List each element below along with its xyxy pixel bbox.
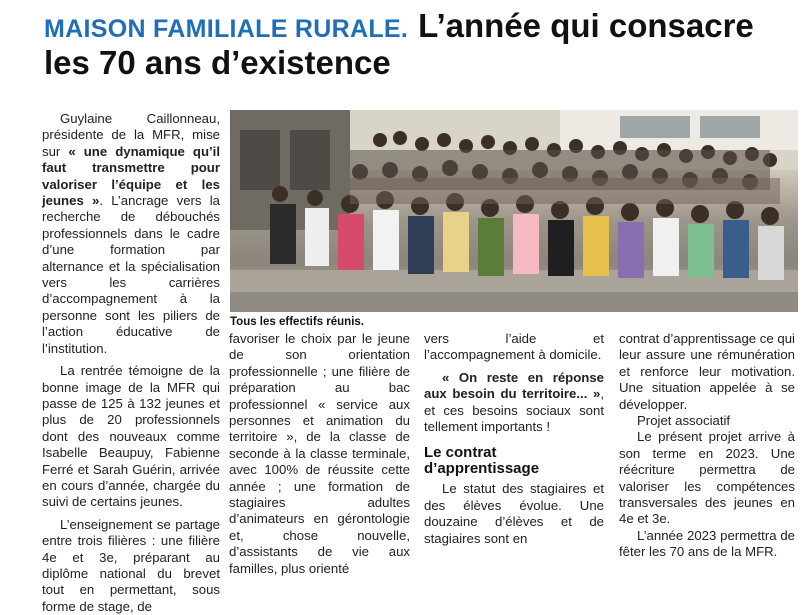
- paragraph: vers l’aide et l’accompagnement à domicile.: [424, 331, 604, 363]
- article-column-1: [42, 111, 220, 615]
- quote: « On reste en réponse aux besoin du territoire... »: [424, 369, 604, 402]
- group-photo: [230, 110, 798, 312]
- title-line-1: L’année qui consacre: [418, 7, 754, 44]
- article-column-4: [619, 331, 795, 561]
- photo-caption: Tous les effectifs réunis.: [230, 316, 364, 328]
- title-line-2: les 70 ans d’existence: [44, 44, 391, 81]
- paragraph: L’enseignement se partage entre trois filières : une filière 4e et 3e, préparant au diplôme national du brevet tout en permettant, sous forme de stage, de: [42, 516, 220, 614]
- kicker: MAISON FAMILIALE RURALE.: [44, 15, 409, 43]
- paragraph: contrat d’apprentissage ce qui leur assure une rémunération et renforce leur motivation. Une situation appelée à se développer.: [619, 331, 795, 412]
- paragraph: L’année 2023 permettra de fêter les 70 ans de la MFR.: [619, 527, 795, 560]
- paragraph: favoriser le choix par le jeune de son orientation professionnelle ; une filière de préparation au bac professionnel « service aux personnes et animation du territoire », de la classe de seconde à la classe terminale, avec 100% de réussite cette année ; une formation de stagiaires adultes d’animateurs en gérontologie et, chose nouvelle, d’assistants de vie aux familles, plus orienté: [229, 331, 410, 576]
- paragraph-heading: Projet associatif: [637, 413, 731, 429]
- paragraph: Le statut des stagiaires et des élèves évolue. Une douzaine d’élèves et de stagiaires sont en: [424, 481, 604, 546]
- quote: « une dynamique qu’il faut transmettre pour valoriser l’équipe et les jeunes »: [42, 143, 220, 209]
- paragraph: Le présent projet arrive à son terme en 2023. Une réécriture permettra de valoriser les compétences transversales des jeunes en 4e et 3e.: [619, 429, 795, 527]
- group-photo-illustration: [230, 110, 798, 312]
- paragraph: « On reste en réponse aux besoin du territoire... », et ces besoins sociaux sont tellement importants !: [424, 369, 604, 435]
- article-column-3: [424, 331, 604, 547]
- paragraph: La rentrée témoigne de la bonne image de la MFR qui passe de 125 à 132 jeunes et plus de 20 professionnels dont des nouveaux comme Isabelle Beaupuy, Fabienne Ferré et Sarah Guérin, arrivée en cours d’année, chargée du suivi de certains jeunes.: [42, 363, 220, 510]
- paragraph: Guylaine Caillonneau, présidente de la MFR, mise sur « une dynamique qu’il faut transmettre pour valoriser l’équipe et les jeunes ». L’ancrage vers la recherche de débouchés professionnels dans le cadre d’une formation par alternance et la spécialisation vers les carrières d’accompagnement à la personne sont les piliers de l’action éducative de l’institution.: [42, 111, 220, 356]
- article-column-2: [229, 331, 410, 577]
- section-subheading: Le contrat d’apprentissage: [424, 444, 540, 478]
